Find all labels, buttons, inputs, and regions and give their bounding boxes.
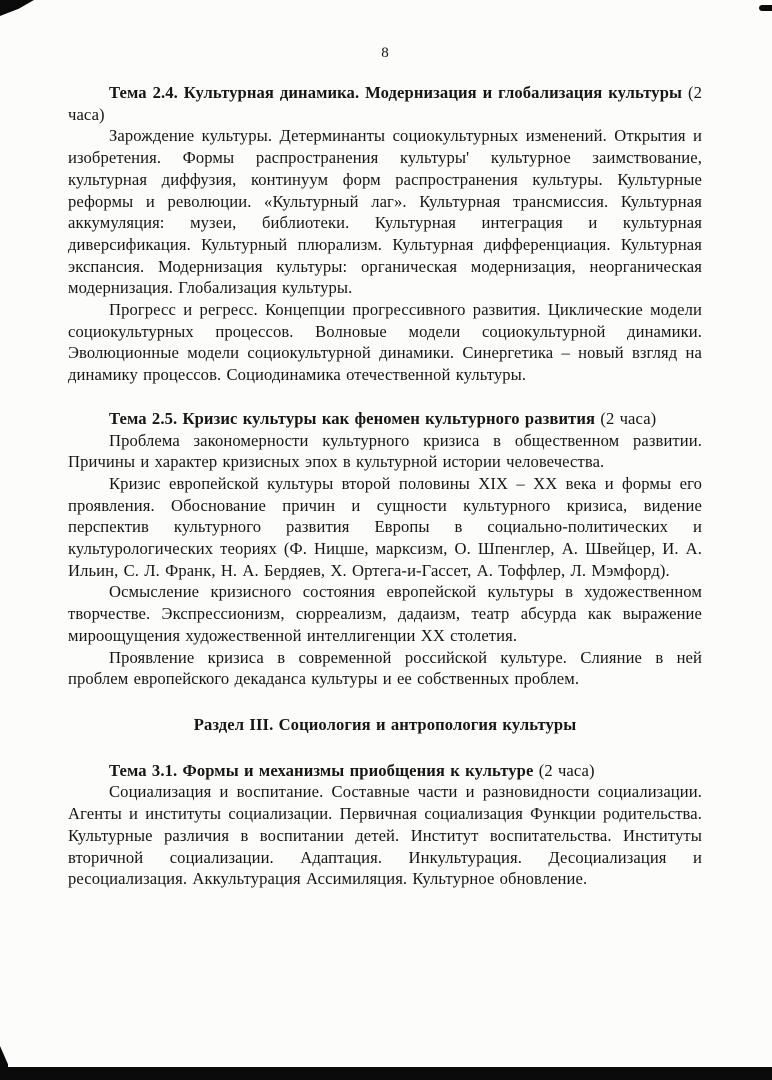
theme-2-4-duration: (2 часа) (68, 83, 703, 124)
page-number: 8 (381, 45, 389, 61)
theme-3-1-title: Тема 3.1. Формы и механизмы приобщения к культуре (109, 760, 534, 780)
theme-3-1-heading (68, 760, 702, 782)
theme-3-1-duration: (2 часа) (538, 760, 595, 780)
theme-2-5-paragraph-4: Проявление кризиса в современной российской культуре. Слияние в ней проблем европейского декаданса культуры и ее собственных проблем. (68, 647, 702, 689)
theme-2-4-heading (68, 82, 702, 125)
theme-2-5-heading (68, 408, 702, 430)
theme-2-5-paragraph-1: Проблема закономерности культурного кризиса в общественном развитии. Причины и характер кризисных эпох в культурной истории человечества. (68, 430, 702, 472)
theme-2-4-title: Тема 2.4. Культурная динамика. Модернизация и глобализация культуры (109, 83, 683, 102)
theme-3-1-paragraph-1: Социализация и воспитание. Составные части и разновидности социализации. Агенты и институты социализации. Первичная социализация Функции родительства. Культурные различия в воспитании детей. Институт воспитательства. Институты вторичной социализации. Адаптация. Инкультурация. Десоциализация и ресоциализация. Аккультурация Ассимиляция. Культурное обновление. (68, 782, 702, 889)
theme-2-4-paragraph-2: Прогресс и регресс. Концепции прогрессивного развития. Циклические модели социокультурных процессов. Волновые модели социокультурной динамики. Эволюционные модели социокультурной динамики. Синергетика – новый взгляд на динамику процессов. Социодинамика отечественной культуры. (68, 300, 702, 385)
theme-2-5-duration: (2 часа) (600, 408, 657, 428)
theme-2-4-paragraph-1: Зарождение культуры. Детерминанты социокультурных изменений. Открытия и изобретения. Формы распространения культуры' культурное заимствование, культурная диффузия, континуум форм распространения культуры. Культурные реформы и революции. «Культурный лаг». Культурная трансмиссия. Культурная аккумуляция: музеи, библиотеки. Культурная интеграция и культурная диверсификация. Культурный плюрализм. Культурная дифференциация. Культурная экспансия. Модернизация культуры: органическая модернизация, неорганическая модернизация. Глобализация культуры. (68, 126, 702, 298)
theme-2-5-title: Тема 2.5. Кризис культуры как феномен культурного развития (109, 408, 596, 428)
section-3-title: Раздел III. Социология и антропология культуры (193, 714, 577, 734)
theme-2-5-paragraph-2: Кризис европейской культуры второй половины XIX – XX века и формы его проявления. Обоснование причин и сущности культурного кризиса, видение перспектив культурного развития Европы в социально-политических и культурологических теориях (Ф. Ницше, марксизм, О. Шпенглер, А. Швейцер, И. А. Ильин, С. Л. Франк, Н. А. Бердяев, Х. Ортега-и-Гассет, А. Тоффлер, Л. Мэмфорд). (68, 473, 702, 580)
theme-2-5-paragraph-3: Осмысление кризисного состояния европейской культуры в художественном творчестве. Экспрессионизм, сюрреализм, дадаизм, театр абсурда как выражение мироощущения художественной интеллигенции XX столетия. (68, 582, 702, 645)
